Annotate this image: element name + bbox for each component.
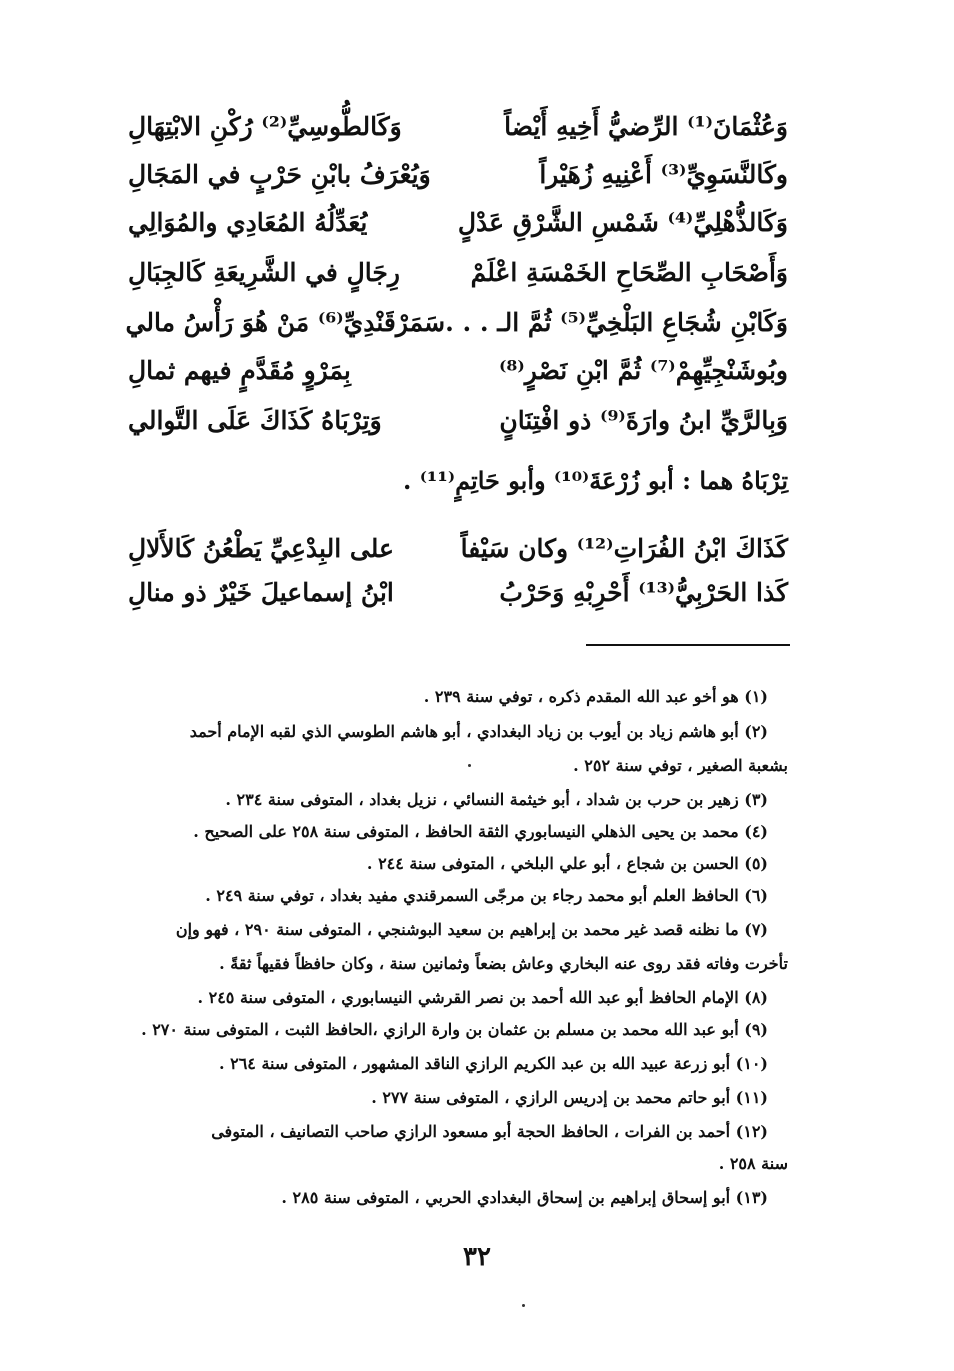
footnote-6: (٦) الحافظ العلم أبو محمد رجاء بن مرجّى السمرقندي مفيد بغداد ، توفي سنة ٢٤٩ . xyxy=(205,886,768,905)
verse-8-second-hemistich: على البِدْعِيِّ يَطْعُنُ كَالأَلالِ xyxy=(128,533,394,563)
verse-4-first-hemistich: وَأَصْحَابِ الصِّحَاحِ الخَمْسَةِ اعْلَمْ xyxy=(470,257,788,287)
verse-1-second-hemistich: وَكَالطُّوسِيِّ⁽²⁾ رُكْنِ الابْتِهَالِ xyxy=(128,111,402,141)
verse-3-second-hemistich: يُعَدِّلُهُ المُعَادِي والمُوَالِي xyxy=(128,207,368,237)
footnote-10: (١٠) أبو زرعة عبيد الله بن عبد الكريم الرازي الناقد المشهور ، المتوفى سنة ٢٦٤ . xyxy=(218,1054,768,1073)
verse-5-second-hemistich: سَمَرْقَنْدِيِّ⁽⁶⁾ مَنْ هُوَ رَأْسُ مالي xyxy=(125,307,446,337)
footnote-12: (١٢) أحمد بن الفرات ، الحافظ الحجة أبو مسعود الرازي صاحب التصانيف ، المتوفى xyxy=(211,1122,768,1141)
footnote-12-continued: سنة ٢٥٨ . xyxy=(718,1154,788,1173)
verse-9-second-hemistich: ابْنُ إسماعيلَ خَيْرٌ ذو منالِ xyxy=(128,577,394,607)
verse-1 xyxy=(128,104,788,148)
verse-4 xyxy=(128,250,788,294)
verse-9 xyxy=(128,570,788,614)
verse-8 xyxy=(128,526,788,570)
page-number: ٣٢ xyxy=(463,1242,491,1272)
verse-2-second-hemistich: وَيُعْرَفُ بابْنِ حَرْبٍ في المَجَالِ xyxy=(128,159,431,189)
footnote-9: (٩) أبو عبد الله محمد بن مسلم بن عثمان بن وارة الرازي ،الحافظ الثبت ، المتوفى سنة ٢٧٠ . xyxy=(141,1020,768,1039)
verse-7 xyxy=(128,398,788,442)
footnote-11: (١١) أبو حاتم محمد بن إدريس الرازي ، المتوفى سنة ٢٧٧ . xyxy=(371,1088,768,1107)
verse-8-first-hemistich: كَذَاكَ ابْنُ الفُرَاتِ⁽¹²⁾ وكان سَيْفاً xyxy=(460,533,788,563)
footnote-separator-rule xyxy=(586,644,790,646)
verse-2-first-hemistich: وكَالنَّسَوِيِّ⁽³⁾ أَعْنِيهِ زُهَيْراً xyxy=(539,159,788,189)
verse-7-second-hemistich: وَتِرْبَاهُ كَذَاكَ عَلَى التَّوالي xyxy=(128,405,382,435)
prose-line: تِرْبَاهُ هما : أبو زُرْعَةَ⁽¹⁰⁾ وأبو حَاتِمٍ⁽¹¹⁾ . xyxy=(403,466,788,495)
scan-speck xyxy=(468,764,471,767)
verse-3 xyxy=(128,200,788,244)
footnote-2: (٢) أبو هاشم زياد بن أيوب بن زياد البغدادي ، أبو هاشم الطوسي الذي لقبه الإمام أحمد xyxy=(189,722,768,741)
footnote-5: (٥) الحسن بن شجاع ، أبو علي البلخي ، المتوفى سنة ٢٤٤ . xyxy=(366,854,768,873)
verse-5 xyxy=(125,300,788,344)
verse-5-first-hemistich: وَكَابْنِ شُجَاعِ البَلْخِيِّ⁽⁵⁾ ثُمَّ الـ . . . xyxy=(445,307,788,337)
footnote-3: (٣) زهير بن حرب بن شداد ، أبو خيثمة النسائي ، نزيل بغداد ، المتوفى سنة ٢٣٤ . xyxy=(225,790,768,809)
footnote-13: (١٣) أبو إسحاق إبراهيم بن إسحاق البغدادي الحربي ، المتوفى سنة ٢٨٥ . xyxy=(281,1188,768,1207)
verse-6 xyxy=(128,348,788,392)
verse-4-second-hemistich: رِجَالٍ في الشَّرِيعَةِ كَالجِبَالِ xyxy=(128,257,400,287)
footnote-7-continued: تأخرت وفاته فقد روى عنه البخاري وعاش بضعاً وثمانين سنة ، وكان حافظاً فقيهاً ثقةً . xyxy=(219,954,788,973)
footnote-8: (٨) الإمام الحافظ أبو عبد الله أحمد بن نصر القرشي النيسابوري ، المتوفى سنة ٢٤٥ . xyxy=(197,988,768,1007)
footnote-1: (١) هو أخو عبد الله المقدم ذكره ، توفي سنة ٢٣٩ . xyxy=(423,687,768,706)
footnote-2-continued: بشعبة الصغير ، توفي سنة ٢٥٢ . xyxy=(573,756,788,775)
scan-speck xyxy=(522,1304,525,1307)
verse-6-first-hemistich: وبُوشَنْجِيِّهِمْ⁽⁷⁾ ثُمَّ ابْنِ نَصْرٍ⁽⁸⁾ xyxy=(498,355,788,385)
footnote-7: (٧) ما نظنه قصد غير محمد بن إبراهيم بن سعيد البوشنجي ، المتوفى سنة ٢٩٠ ، فهو وإن xyxy=(175,920,768,939)
verse-2 xyxy=(128,152,788,196)
verse-3-first-hemistich: وَكَالذُّهْلِيِّ⁽⁴⁾ شَمْسِ الشَّرْقِ عَدْلٍ xyxy=(457,207,788,237)
verse-6-second-hemistich: بِمَرْوٍ مُقَدَّمٍ فيهم ثمالِ xyxy=(128,355,351,385)
verse-9-first-hemistich: كَذا الحَرْبِيُّ⁽¹³⁾ أَحْرِبْهِ وَحَرْبُ xyxy=(499,577,788,607)
footnote-4: (٤) محمد بن يحيى الذهلي النيسابوري الثقة الحافظ ، المتوفى سنة ٢٥٨ على الصحيح . xyxy=(193,822,768,841)
verse-7-first-hemistich: وَبِالرَّيِّ ابنُ وارَةَ⁽⁹⁾ ذو افْتِنَانٍ xyxy=(499,405,788,435)
verse-1-first-hemistich: وَعُثْمَانَ⁽¹⁾ الرِّضيُّ أَخِيهِ أَيْضاً xyxy=(504,111,788,141)
